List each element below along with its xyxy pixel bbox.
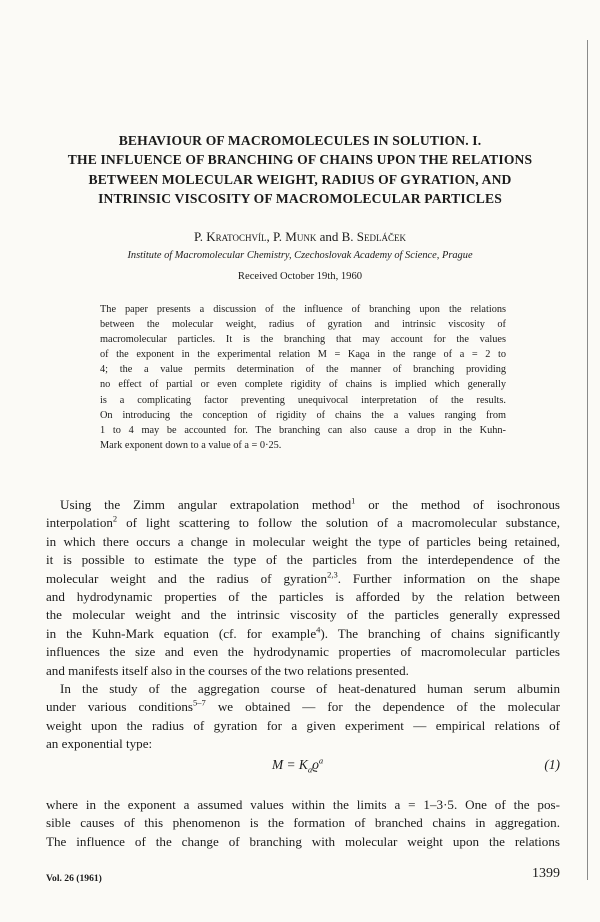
paragraph-line: the molecular weight and the intrinsic viscosity of the particles generally expressed (46, 607, 560, 623)
paragraph-line: The influence of the change of branching with molecular weight upon the relations (46, 833, 560, 849)
paragraph-line: and hydrodynamic properties of the particles is afforded by the relation between (46, 588, 560, 604)
paragraph-line: in the Kuhn-Mark equation (cf. for example$^4$). The branching of chains significantly (46, 624, 560, 641)
reference-marker: 5–7 (193, 697, 206, 708)
article-title (20, 131, 580, 208)
paragraph-line: under various conditions$^{5-7}$ we obtained — for the dependence of the molecular (46, 697, 561, 715)
title-line: BEHAVIOUR OF MACROMOLECULES IN SOLUTION. I. (118, 133, 482, 148)
paragraph-line: Using the Zimm angular extrapolation method$^1$ or the method of isochronous (60, 495, 560, 512)
reference-marker: 1 (351, 495, 356, 506)
abstract (100, 302, 506, 453)
reference-marker: 2 (112, 514, 118, 525)
paragraph-line: it is possible to estimate the type of the particles from the interdependence of the (46, 552, 560, 568)
author-separator: and B. (316, 229, 357, 244)
abstract-line: 1 to 4 may be accounted for. The branching can also cause a drop in the Kuhn- (100, 424, 506, 436)
received-date: Received October 19th, 1960 (237, 271, 363, 282)
paragraph-line: weight upon the radius of gyration for a given experiment — empirical relations of (46, 717, 560, 733)
author-name: Sedláček (356, 229, 407, 244)
equation-number: (1) (544, 757, 560, 772)
abstract-line: On introducing the conception of rigidity of chains the a values ranging from (100, 409, 506, 421)
equation-1 (46, 757, 560, 777)
abstract-line: Mark exponent down to a value of a = 0·25. (100, 439, 282, 451)
author-initial: P. (193, 229, 207, 244)
paragraph-line: In the study of the aggregation course of heat-denatured human serum albumin (60, 680, 560, 696)
page-number: 1399 (532, 866, 560, 881)
abstract-line: 4; the a value permits determination of the manner of branching providing (100, 364, 506, 376)
journal-volume: Vol. 26 (1961) (46, 873, 102, 884)
body-text (46, 496, 560, 753)
author-list (20, 229, 580, 245)
equation-formula: $M = K_aϱ^a$ (272, 755, 324, 775)
paragraph-line: influences the size and even the hydrodynamic properties of macromolecular particles (46, 644, 560, 660)
title-line: INTRINSIC VISCOSITY OF MACROMOLECULAR PARTICLES (98, 190, 502, 206)
abstract-line: of the exponent in the experimental relation M = Kaϱa in the range of a = 2 to (100, 349, 506, 361)
paragraph-line: an exponential type: (46, 736, 153, 752)
paragraph-line: sible causes of this phenomenon is the formation of branched chains in aggregation. (46, 815, 560, 831)
title-line: BETWEEN MOLECULAR WEIGHT, RADIUS OF GYRATION, AND (88, 171, 512, 187)
page-edge-line (587, 40, 588, 880)
paragraph-line: molecular weight and the radius of gyration$^{2,3}$. Further information on the shape (46, 569, 560, 586)
paragraph-line: interpolation$^2$ of light scattering to follow the solution of a macromolecular substance, (46, 514, 560, 531)
abstract-line: The paper presents a discussion of the influence of branching upon the relations (100, 304, 506, 315)
author-separator: , P. (266, 229, 286, 244)
reference-marker: 2,3 (327, 569, 338, 580)
title-line: THE INFLUENCE OF BRANCHING OF CHAINS UPON THE RELATIONS (67, 152, 533, 168)
paragraph-line: in which there occurs a change in molecular weight the type of particles being retained, (46, 533, 560, 549)
author-name: Munk (285, 229, 317, 244)
author-name: Kratochvíl (206, 229, 267, 244)
abstract-line: is a complicating factor preventing unequivocal interpretation of the results. (100, 394, 506, 406)
affiliation: Institute of Macromolecular Chemistry, Czechoslovak Academy of Science, Prague (127, 250, 473, 261)
reference-marker: 4 (316, 624, 321, 635)
abstract-line: macromolecular particles. It is the branching that may account for the values (100, 334, 506, 346)
abstract-line: no effect of partial or even complete rigidity of chains is implied which generally (100, 379, 506, 391)
body-text-continued (46, 796, 560, 851)
abstract-line: between the molecular weight, radius of gyration and intrinsic viscosity of (100, 319, 506, 331)
paragraph-line: where in the exponent a assumed values within the limits a = 1–3·5. One of the pos- (46, 797, 560, 812)
paragraph-line: and manifests itself also in the courses of the two relations presented. (46, 662, 409, 678)
